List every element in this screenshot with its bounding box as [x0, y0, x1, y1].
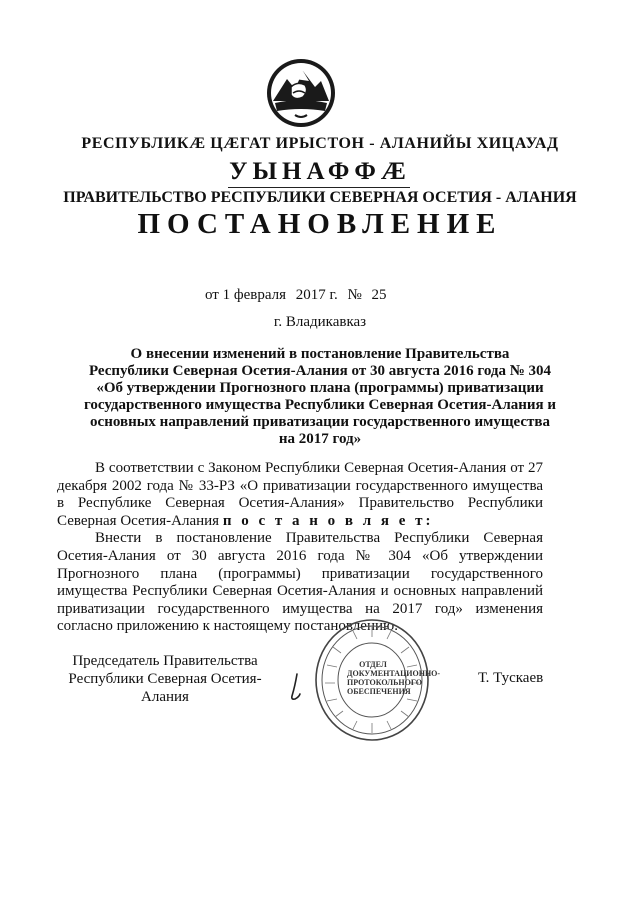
resolves-emphasis: п о с т а н о в л я е т: — [222, 512, 434, 529]
title-line: «Об утверждении Прогнозного плана (программы) приватизации — [96, 380, 544, 396]
seal-inner-text: ОТДЕЛ ДОКУМЕНТАЦИОННО-ПРОТОКОЛЬНОГО ОБЕСПЕЧЕНИЯ — [347, 660, 441, 696]
title-line: на 2017 год» — [278, 431, 362, 447]
coat-of-arms-emblem — [265, 57, 337, 129]
signatory-name: Т. Тускаев — [478, 670, 544, 686]
preamble-text: В соответствии с Законом Республики Северная Осетия-Алания от 27 декабря 2002 года № 33-РЗ «О приватизации государственного имущества в Республике Северная Осетия-Алания» Правительство Республики Северная Осетия-Алания — [57, 460, 543, 529]
republic-name-ossetian: РЕСПУБЛИКÆ ЦÆГАТ ИРЫСТОН - АЛАНИЙЫ ХИЦАУАД — [81, 135, 559, 152]
decree-subject-title — [60, 346, 580, 448]
body-paragraph-preamble — [57, 460, 543, 530]
decree-title-russian: ПОСТАНОВЛЕНИЕ — [137, 208, 503, 240]
decree-number: 25 — [371, 287, 387, 303]
decree-body — [57, 460, 543, 636]
signatory-position — [60, 652, 270, 706]
title-line: основных направлений приватизации государственного имущества — [90, 414, 550, 430]
title-line: государственного имущества Республики Северная Осетия-Алания и — [83, 397, 557, 413]
city-name: г. Владикавказ — [273, 314, 367, 330]
government-name-russian: ПРАВИТЕЛЬСТВО РЕСПУБЛИКИ СЕВЕРНАЯ ОСЕТИЯ - АЛАНИЯ — [63, 189, 577, 206]
number-sign: № — [347, 287, 362, 303]
decree-date: от 1 февраля — [205, 287, 286, 303]
decree-title-ossetian: УЫНАФФÆ — [229, 158, 411, 185]
decree-year: 2017 г. — [295, 287, 338, 303]
position-line: Республики Северная Осетия-Алания — [68, 671, 262, 705]
title-line: Республики Северная Осетия-Алания от 30 августа 2016 года № 304 — [88, 363, 552, 379]
handwritten-signature — [283, 672, 313, 704]
title-line: О внесении изменений в постановление Правительства — [130, 346, 510, 362]
title-underline — [228, 187, 410, 188]
position-line: Председатель Правительства — [72, 653, 258, 669]
decree-date-line — [205, 287, 393, 304]
body-paragraph-resolution: Внести в постановление Правительства Республики Северная Осетия-Алания от 30 августа 2016 года № 304 «Об утверждении Прогнозного плана (программы) приватизации государственного имущества Республики Северная Осетия-Алания и основных направлений приватизации государственного имущества на 2017 год» изменения согласно приложению к настоящему постановлению. — [57, 530, 543, 635]
